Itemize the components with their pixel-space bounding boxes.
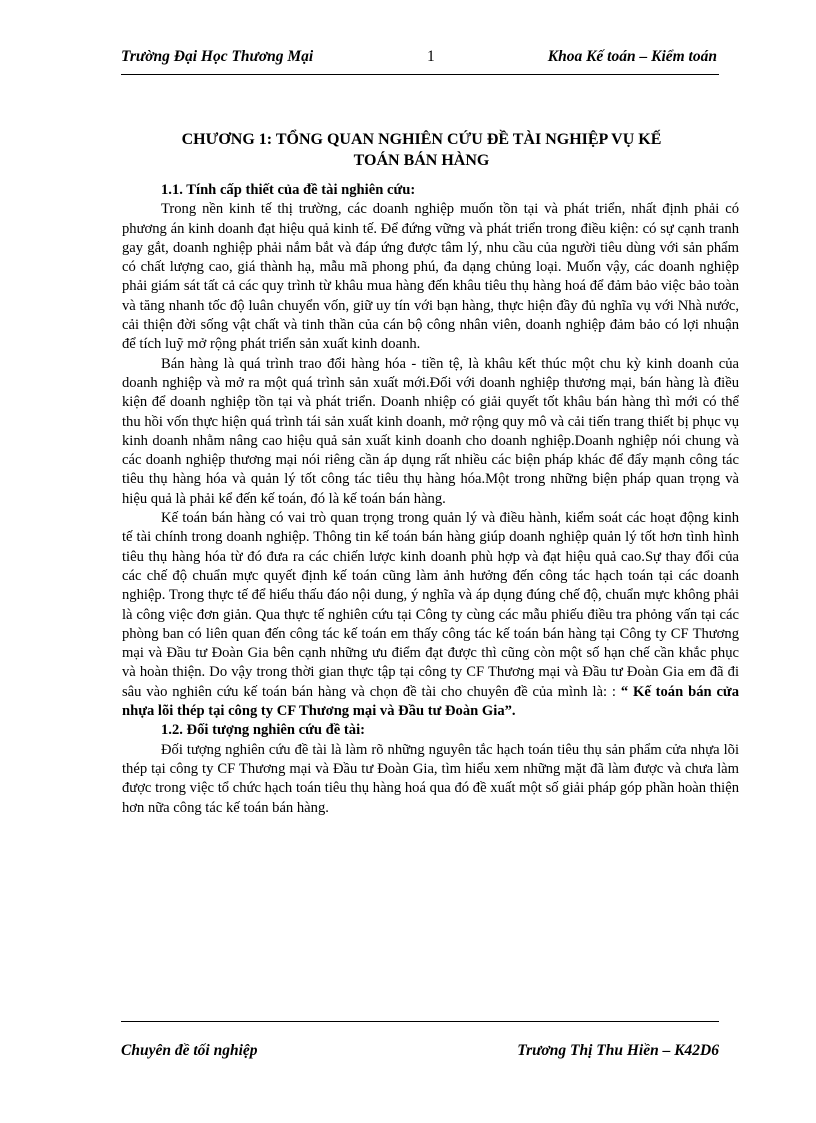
- page-number: 1: [427, 48, 435, 65]
- chapter-title-line2: TOÁN BÁN HÀNG: [353, 152, 490, 169]
- chapter-title: [124, 129, 719, 171]
- section-2-paragraph-1: Đối tượng nghiên cứu đề tài là làm rõ những nguyên tắc hạch toán tiêu thụ sản phẩm cửa nhựa lõi thép tại công ty CF Thương mại và Đầu tư Đoàn Gia, tìm hiểu xem những mặt đã làm được và chưa làm được trong việc tổ chức hạch toán tiêu thụ hàng hoá qua đó đề xuất một số giải pháp góp phần hoàn thiện hơn nữa công tác kế toán bán hàng.: [122, 741, 739, 816]
- section-2-heading: 1.2. Đối tượng nghiên cứu đề tài:: [161, 722, 365, 739]
- header-faculty: Khoa Kế toán – Kiểm toán: [547, 48, 717, 65]
- section-1-paragraph-3: [122, 509, 739, 721]
- section-1-heading: 1.1. Tính cấp thiết của đề tài nghiên cứu:: [161, 182, 416, 198]
- section-1-paragraph-2: Bán hàng là quá trình trao đổi hàng hóa - tiền tệ, là khâu kết thúc một chu kỳ kinh doanh của doanh nghiệp và mở ra một quá trình sản xuất mới.Đối với doanh nghiệp thương mại, bán hàng là điều kiện để doanh nghiệp tồn tại và phát triển. Doanh nhiệp có giải quyết tốt khâu bán hàng thì mới có thể thu hồi vốn thực hiện quá trình tái sản xuất kinh doanh, mở rộng quy mô và cải tiến trang thiết bị phục vụ kinh doanh nhằm nâng cao hiệu quả sản xuất kinh doanh cho doanh nghiệp.Doanh nghiệp nói chung và các doanh nghiệp thương mại nói riêng cần áp dụng rất nhiều các biện pháp khác để đẩy mạnh công tác tiêu thụ hàng hóa và quản lý tốt công tác tiêu thụ hàng hóa.Một trong những biện pháp quan trọng và hiệu quả là phải kể đến kế toán, đó là kế toán bán hàng.: [122, 355, 739, 507]
- section-1-paragraph-1: Trong nền kinh tế thị trường, các doanh nghiệp muốn tồn tại và phát triển, nhất định phải có phương án kinh doanh đạt hiệu quả kinh tế. Để đứng vững và phát triển trong điều kiện: có sự cạnh tranh gay gắt, doanh nghiệp phải nắm bắt và đáp ứng được tâm lý, nhu cầu của người tiêu dùng với sản phẩm có chất lượng cao, giá thành hạ, mẫu mã phong phú, đa dạng chủng loại. Muốn vậy, các doanh nghiệp phải giám sát tất cả các quy trình từ khâu mua hàng đến khâu tiêu thụ hàng hoá để đảm bảo việc bảo toàn và tăng nhanh tốc độ luân chuyển vốn, giữ uy tín với bạn hàng, thực hiện đầy đủ nghĩa vụ với Nhà nước, cải thiện đời sống vật chất và tinh thần của cán bộ công nhân viên, doanh nghiệp đảm bảo có lợi nhuận để tích luỹ mở rộng phát triển sản xuất kinh doanh.: [122, 201, 739, 353]
- page-footer: [121, 1021, 719, 1067]
- document-body: [122, 181, 739, 818]
- chapter-title-line1: CHƯƠNG 1: TỔNG QUAN NGHIÊN CỨU ĐỀ TÀI NGHIỆP VỤ KẾ: [181, 131, 662, 148]
- thesis-topic-title: “ Kế toán bán cửa nhựa lõi thép tại công ty CF Thương mại và Đầu tư Đoàn Gia”.: [122, 683, 739, 720]
- page-header: [121, 46, 719, 75]
- footer-document-type: Chuyên đề tối nghiệp: [121, 1042, 258, 1059]
- paragraph-3-text: Kế toán bán hàng có vai trò quan trọng trong quản lý và điều hành, kiểm soát các hoạt động kinh tế tài chính trong doanh nghiệp. Thông tin kế toán bán hàng giúp doanh nghiệp quản lý tốt hơn tình hình tiêu thụ hàng hóa từ đó đưa ra các chiến lược kinh doanh phù hợp và đạt hiệu quả cao.Sự thay đổi của các chế độ chuẩn mực quyết định kế toán cũng làm ảnh hưởng đến công tác hạch toán tại các doanh nghiệp. Trong thực tế để hiểu thấu đáo nội dung, ý nghĩa và áp dụng đúng chế độ, chuẩn mực không phải là công việc đơn giản. Qua thực tế nghiên cứu tại Công ty cùng các mẫu phiếu điều tra phỏng vấn tại các phòng ban có liên quan đến công tác kế toán em thấy công tác kế toán bán hàng tại Công ty CF Thương mại và Đầu tư Đoàn Gia bên cạnh những ưu điểm đạt được thì cũng còn một số hạn chế cần khắc phục và hoàn thiện. Do vậy trong thời gian thực tập tại công ty CF Thương mại và Đầu tư Đoàn Gia em đã đi sâu vào nghiên cứu kế toán bán hàng và chọn đề tài cho chuyên đề của mình là: :: [122, 510, 739, 700]
- footer-author: Trương Thị Thu Hiền – K42D6: [517, 1042, 719, 1059]
- header-university: Trường Đại Học Thương Mại: [121, 48, 314, 65]
